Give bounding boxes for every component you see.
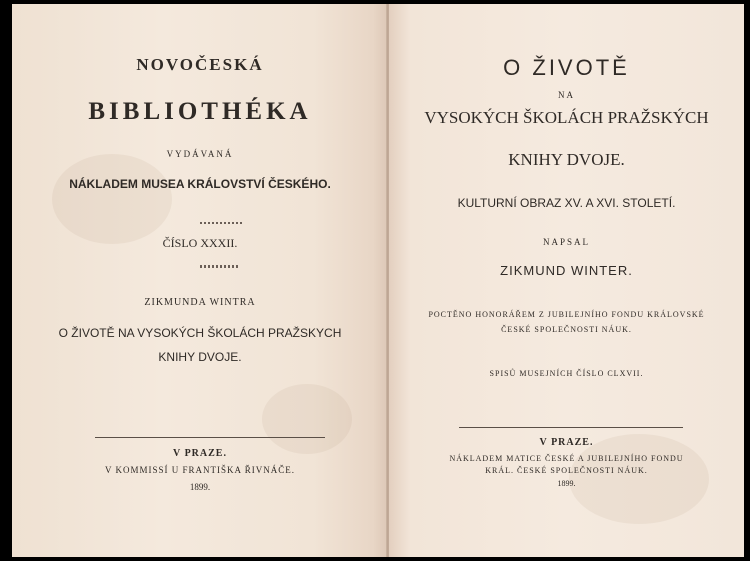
series-name-2: BIBLIOTHÉKA bbox=[88, 98, 312, 125]
year: 1899. bbox=[189, 482, 211, 492]
number-label: ČÍSLO XXXII. bbox=[162, 236, 238, 250]
publisher-line-1: NÁKLADEM MATICE ČESKÉ A JUBILEJNÍHO FONDU bbox=[449, 454, 684, 463]
author-name: ZIKMUNDA WINTRA bbox=[144, 297, 256, 308]
wrote-label: NAPSAL bbox=[542, 237, 590, 247]
divider bbox=[459, 427, 683, 428]
title-line-2: NA bbox=[558, 90, 575, 100]
distributor: V KOMMISSÍ U FRANTIŠKA ŘIVNÁČE. bbox=[104, 465, 296, 475]
right-page bbox=[389, 4, 744, 557]
left-page bbox=[12, 4, 388, 557]
paper-stain bbox=[52, 154, 172, 244]
publisher: NÁKLADEM MUSEA KRÁLOVSTVÍ ČESKÉHO. bbox=[69, 177, 331, 191]
city: V PRAZE. bbox=[539, 437, 594, 448]
divider bbox=[200, 265, 240, 268]
paper-stain bbox=[262, 384, 352, 454]
series-name-1: NOVOČESKÁ bbox=[136, 55, 264, 74]
honor-line-2: ČESKÉ SPOLEČNOSTI NÁUK. bbox=[501, 325, 632, 334]
divider bbox=[200, 222, 242, 224]
book-title-line-1: O ŽIVOTĚ NA VYSOKÝCH ŠKOLÁCH PRAŽSKYCH bbox=[58, 326, 342, 340]
book-title-line-2: KNIHY DVOJE. bbox=[158, 350, 242, 364]
year: 1899. bbox=[557, 479, 576, 488]
subtitle: KULTURNÍ OBRAZ XV. A XVI. STOLETÍ. bbox=[457, 196, 676, 210]
author-name: ZIKMUND WINTER. bbox=[500, 263, 633, 278]
published-by: VYDÁVANÁ bbox=[166, 149, 234, 159]
series-number: SPISŮ MUSEJNÍCH ČÍSLO CLXVII. bbox=[489, 369, 644, 378]
city: V PRAZE. bbox=[173, 448, 227, 459]
divider bbox=[95, 437, 325, 438]
title-line-4: KNIHY DVOJE. bbox=[508, 150, 625, 169]
title-line-3: VYSOKÝCH ŠKOLÁCH PRAŽSKÝCH bbox=[424, 108, 709, 127]
publisher-line-2: KRÁL. ČESKÉ SPOLEČNOSTI NÁUK. bbox=[485, 466, 648, 475]
title-line-1: O ŽIVOTĚ bbox=[503, 55, 630, 80]
honor-line-1: POCTĚNO HONORÁŘEM Z JUBILEJNÍHO FONDU KRÁLOVSKÉ bbox=[428, 310, 705, 319]
